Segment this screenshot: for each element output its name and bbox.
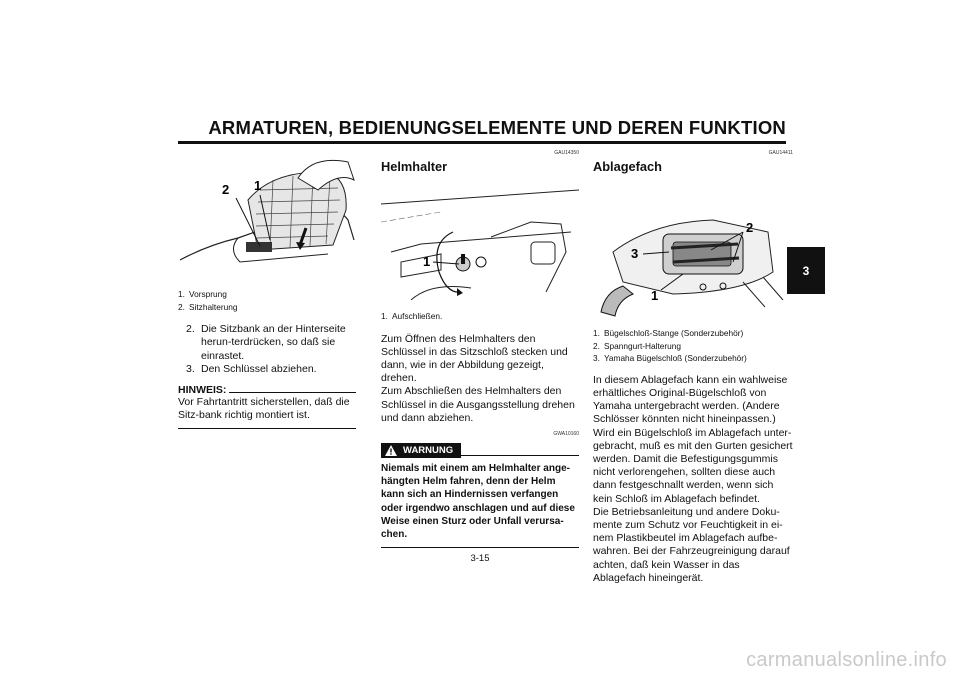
title-rule — [178, 141, 786, 144]
seat-illustration — [178, 150, 356, 283]
paragraph: Zum Abschließen des Helmhalters den Schlüssel in die Ausgangsstellung drehen und dann abziehen. — [381, 385, 575, 424]
warning-badge — [381, 443, 461, 458]
caption-item: 1. Aufschließen. — [381, 311, 443, 321]
helmet-label-1: 1 — [423, 254, 431, 269]
helmet-holder-illustration — [381, 182, 579, 305]
figure-captions — [178, 288, 356, 313]
paragraph: Zum Öffnen des Helmhalters den Schlüssel in das Sitzschloß stecken und dann, wie in der Abbildung gezeigt, drehen. — [381, 332, 568, 385]
warning-text: Niemals mit einem am Helmhalter ange-hängten Helm fahren, denn der Helm kann sich an Hindernissen verfangen oder irgendwo anschlagen und auf diese Weise einen Sturz oder Unfall verursa-chen. — [381, 463, 575, 541]
column-seat — [178, 150, 356, 429]
section-title: Helmhalter — [381, 159, 448, 174]
section-code: GAU14411 — [768, 150, 793, 156]
seat-label-1: 1 — [254, 178, 262, 193]
figure-captions — [381, 310, 579, 323]
paragraph: Die Betriebsanleitung und andere Doku-mente zum Schutz vor Feuchtigkeit in ei-nem Plastikbeutel im Ablagefach aufbe-wahren. Bei der Fahrzeugreinigung darauf achten, daß kein Wasser in das Ablagefach hineingerät. — [593, 505, 790, 584]
caption-item: 1. Bügelschloß-Stange (Sonderzubehör) — [593, 328, 744, 338]
helmet-holder-drawing — [381, 182, 579, 300]
storage-label-2: 2 — [746, 220, 754, 235]
storage-label-3: 3 — [631, 246, 639, 261]
seat-label-2: 2 — [222, 182, 230, 197]
note-end-rule — [178, 428, 356, 429]
note-text: Vor Fahrtantritt sicherstellen, daß die Sitz-bank richtig montiert ist. — [178, 396, 350, 422]
step-item: 3. Den Schlüssel abziehen. — [186, 362, 317, 375]
warning-end-rule — [381, 547, 579, 548]
storage-drawing — [593, 182, 793, 317]
warning-heading — [381, 443, 579, 458]
storage-label-1: 1 — [651, 288, 659, 303]
note-heading — [178, 384, 356, 396]
caption-item: 3. Yamaha Bügelschloß (Sonderzubehör) — [593, 353, 747, 364]
caption-item: 2. Spanngurt-Halterung — [593, 340, 682, 351]
steps-list — [178, 323, 356, 376]
figure-captions — [593, 327, 793, 365]
page-title: ARMATUREN, BEDIENUNGSELEMENTE UND DEREN FUNKTION — [208, 117, 786, 138]
column-storage-compartment — [593, 150, 793, 585]
storage-illustration — [593, 182, 793, 322]
warning-triangle-icon — [385, 445, 397, 456]
paragraph: In diesem Ablagefach kann ein wahlweise erhältliches Original-Bügelschloß von Yamaha untergebracht werden. (Andere Schlösser könnten nicht hineinpassen.) Wird ein Bügelschloß im Ablagefach unter-gebracht, muß es mit den Gurten gesichert werden. Damit die Befestigungsgummis nicht verlorengehen, sollten diese auch dann festgeschnallt werden, wenn sich kein Schloß im Ablagefach befindet. — [593, 373, 793, 505]
warning-label: WARNUNG — [403, 445, 454, 457]
watermark: carmanualsonline.info — [746, 649, 947, 671]
step-item: 2. Die Sitzbank an der Hinterseite herun-terdrücken, so daß sie einrastet. — [186, 323, 346, 362]
section-title: Ablagefach — [593, 159, 662, 174]
chapter-tab: 3 — [787, 247, 825, 294]
section-code: GAU14350 — [554, 150, 579, 156]
caption-item: 2. Sitzhalterung — [178, 301, 238, 312]
warning-code: GWA10160 — [553, 431, 579, 438]
note-label: HINWEIS: — [178, 384, 227, 396]
page-number: 3-15 — [470, 553, 490, 564]
caption-item: 1. Vorsprung — [178, 289, 227, 299]
column-helmet-holder — [381, 150, 579, 548]
seat-drawing — [178, 150, 356, 278]
